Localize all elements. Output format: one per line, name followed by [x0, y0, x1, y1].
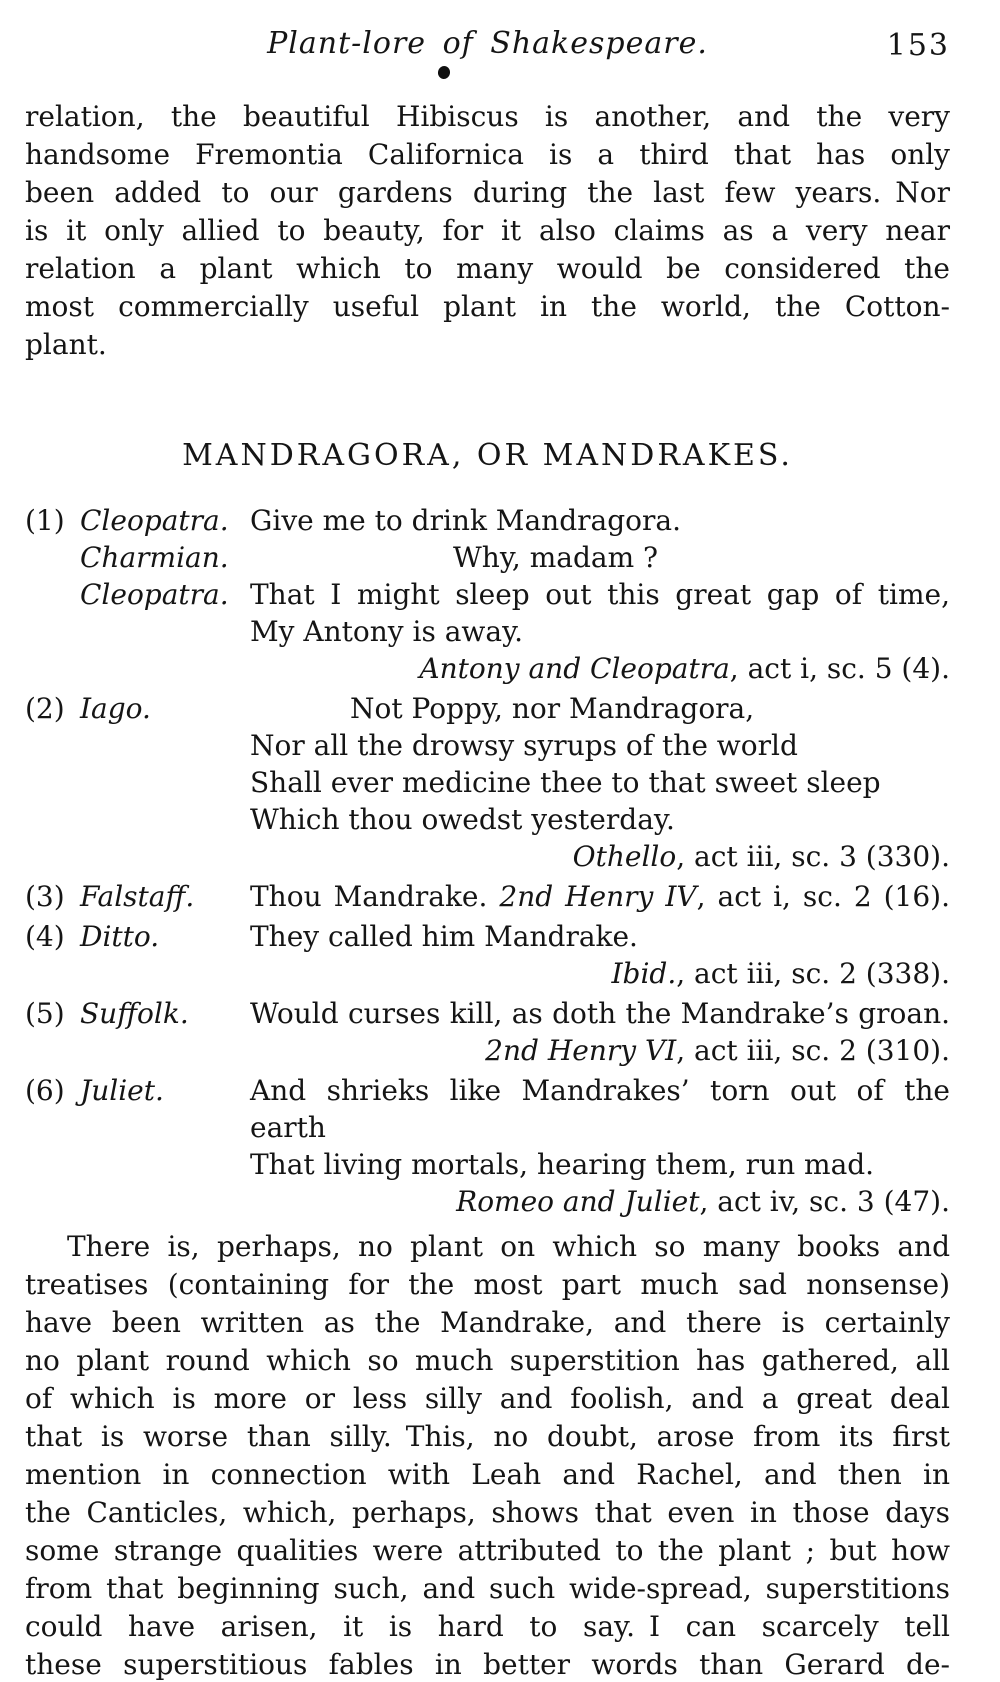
quote-line — [25, 801, 950, 838]
speaker-name: Ditto. — [80, 920, 160, 953]
page-number: 153 — [886, 28, 950, 63]
citation — [25, 1032, 950, 1069]
quote-line — [25, 1146, 950, 1183]
running-header — [25, 22, 950, 66]
quote-text-part: Thou Mandrake. — [250, 880, 500, 913]
quotation-5 — [25, 995, 950, 1069]
text-line: treatises (containing for the most part much sad nonsense) — [25, 1268, 950, 1301]
quote-line — [25, 918, 950, 955]
quote-text: They called him Mandrake. — [250, 920, 638, 953]
citation-title: Othello — [572, 840, 677, 873]
text-line: relation a plant which to many would be considered the — [25, 252, 950, 285]
citation-detail: , act i, sc. 2 (16). — [696, 880, 951, 913]
text-line: relation, the beautiful Hibiscus is another, and the very — [25, 100, 950, 133]
quotation-4 — [25, 918, 950, 992]
speaker-name: Falstaff. — [80, 880, 195, 913]
running-title: Plant-lore of Shakespeare. — [267, 26, 708, 61]
citation-title: Antony and Cleopatra — [419, 652, 730, 685]
speaker-name: Cleopatra. — [80, 578, 229, 611]
quotation-1 — [25, 502, 950, 687]
quote-number: (1) — [25, 504, 65, 537]
closing-paragraph — [25, 1228, 950, 1682]
speaker-name — [80, 801, 250, 838]
quotation-2 — [25, 690, 950, 875]
quote-number: (5) — [25, 997, 65, 1030]
quote-line — [25, 576, 950, 613]
quotation-block — [25, 502, 950, 1220]
citation — [25, 1183, 950, 1220]
citation-detail: , act iv, sc. 3 (47). — [699, 1185, 950, 1218]
quote-number: (4) — [25, 920, 65, 953]
quote-line — [25, 878, 950, 915]
quote-line — [25, 764, 950, 801]
quotation-3 — [25, 878, 950, 915]
text-line: that is worse than silly. This, no doubt, arose from its first — [25, 1420, 950, 1453]
text-line: mention in connection with Leah and Rachel, and then in — [25, 1458, 950, 1491]
text-line: most commercially useful plant in the world, the Cotton- — [25, 290, 950, 323]
quote-number — [25, 801, 80, 838]
ink-blot — [437, 65, 451, 80]
text-line: these superstitious fables in better words than Gerard de- — [25, 1648, 950, 1681]
quote-number — [25, 539, 80, 576]
quote-number: (2) — [25, 692, 65, 725]
speaker-name — [80, 727, 250, 764]
section-heading: MANDRAGORA, OR MANDRAKES. — [182, 438, 793, 473]
text-line: is it only allied to beauty, for it also claims as a very near — [25, 214, 950, 247]
citation-title: Romeo and Juliet — [456, 1185, 700, 1218]
speaker-name: Charmian. — [80, 541, 229, 574]
text-line: handsome Fremontia Californica is a third that has only — [25, 138, 950, 171]
citation-detail: , act i, sc. 5 (4). — [729, 652, 950, 685]
citation-detail: , act iii, sc. 2 (310). — [676, 1034, 950, 1067]
citation-title: 2nd Henry VI — [485, 1034, 677, 1067]
quote-line — [25, 995, 950, 1032]
speaker-name: Suffolk. — [80, 997, 189, 1030]
quotation-6 — [25, 1072, 950, 1220]
text-line: could have arisen, it is hard to say. I can scarcely tell — [25, 1610, 950, 1643]
quote-line — [25, 690, 950, 727]
quote-text: Give me to drink Mandragora. — [250, 504, 681, 537]
text-line: been added to our gardens during the last few years. Nor — [25, 176, 950, 209]
quote-text: That living mortals, hearing them, run mad. — [250, 1148, 875, 1181]
text-line: have been written as the Mandrake, and there is certainly — [25, 1306, 950, 1339]
opening-paragraph — [25, 98, 950, 364]
quote-line — [25, 727, 950, 764]
citation-title: 2nd Henry IV — [499, 880, 697, 913]
citation — [25, 955, 950, 992]
speaker-name: Juliet. — [80, 1074, 164, 1107]
quote-text: My Antony is away. — [250, 615, 524, 648]
quote-text: And shrieks like Mandrakes’ torn out of the earth — [250, 1074, 950, 1144]
quote-number: (6) — [25, 1074, 65, 1107]
speaker-name — [80, 1146, 250, 1183]
quote-text: Not Poppy, nor Mandragora, — [350, 692, 755, 725]
citation-title: Ibid. — [611, 957, 677, 990]
citation — [25, 838, 950, 875]
quote-text — [250, 878, 950, 915]
quote-line — [25, 1072, 950, 1146]
text-line: There is, perhaps, no plant on which so many books and — [67, 1230, 950, 1263]
text-line: from that beginning such, and such wide-spread, superstitions — [25, 1572, 950, 1605]
text-line: of which is more or less silly and foolish, and a great deal — [25, 1382, 950, 1415]
quote-number: (3) — [25, 880, 65, 913]
citation-detail: , act iii, sc. 3 (330). — [676, 840, 950, 873]
quote-text: Shall ever medicine thee to that sweet sleep — [250, 766, 881, 799]
quote-number — [25, 764, 80, 801]
quote-text: That I might sleep out this great gap of time, — [250, 578, 950, 611]
quote-number — [25, 613, 80, 650]
quote-line — [25, 502, 950, 539]
text-line: no plant round which so much superstition has gathered, all — [25, 1344, 950, 1377]
text-line: some strange qualities were attributed to the plant ; but how — [25, 1534, 950, 1567]
speaker-name — [80, 613, 250, 650]
quote-text: Would curses kill, as doth the Mandrake’s groan. — [250, 997, 950, 1030]
speaker-name — [80, 764, 250, 801]
text-line: the Canticles, which, perhaps, shows that even in those days — [25, 1496, 950, 1529]
speaker-name: Cleopatra. — [80, 504, 229, 537]
speaker-name: Iago. — [80, 692, 151, 725]
quote-text: Which thou owedst yesterday. — [250, 803, 675, 836]
quote-line — [25, 613, 950, 650]
citation-detail: , act iii, sc. 2 (338). — [676, 957, 950, 990]
quote-number — [25, 576, 80, 613]
quote-text: Why, madam ? — [453, 541, 659, 574]
quote-text: Nor all the drowsy syrups of the world — [250, 729, 798, 762]
quote-number — [25, 1146, 80, 1183]
quote-line — [25, 539, 950, 576]
quote-number — [25, 727, 80, 764]
citation — [25, 650, 950, 687]
text-line: plant. — [25, 328, 107, 361]
